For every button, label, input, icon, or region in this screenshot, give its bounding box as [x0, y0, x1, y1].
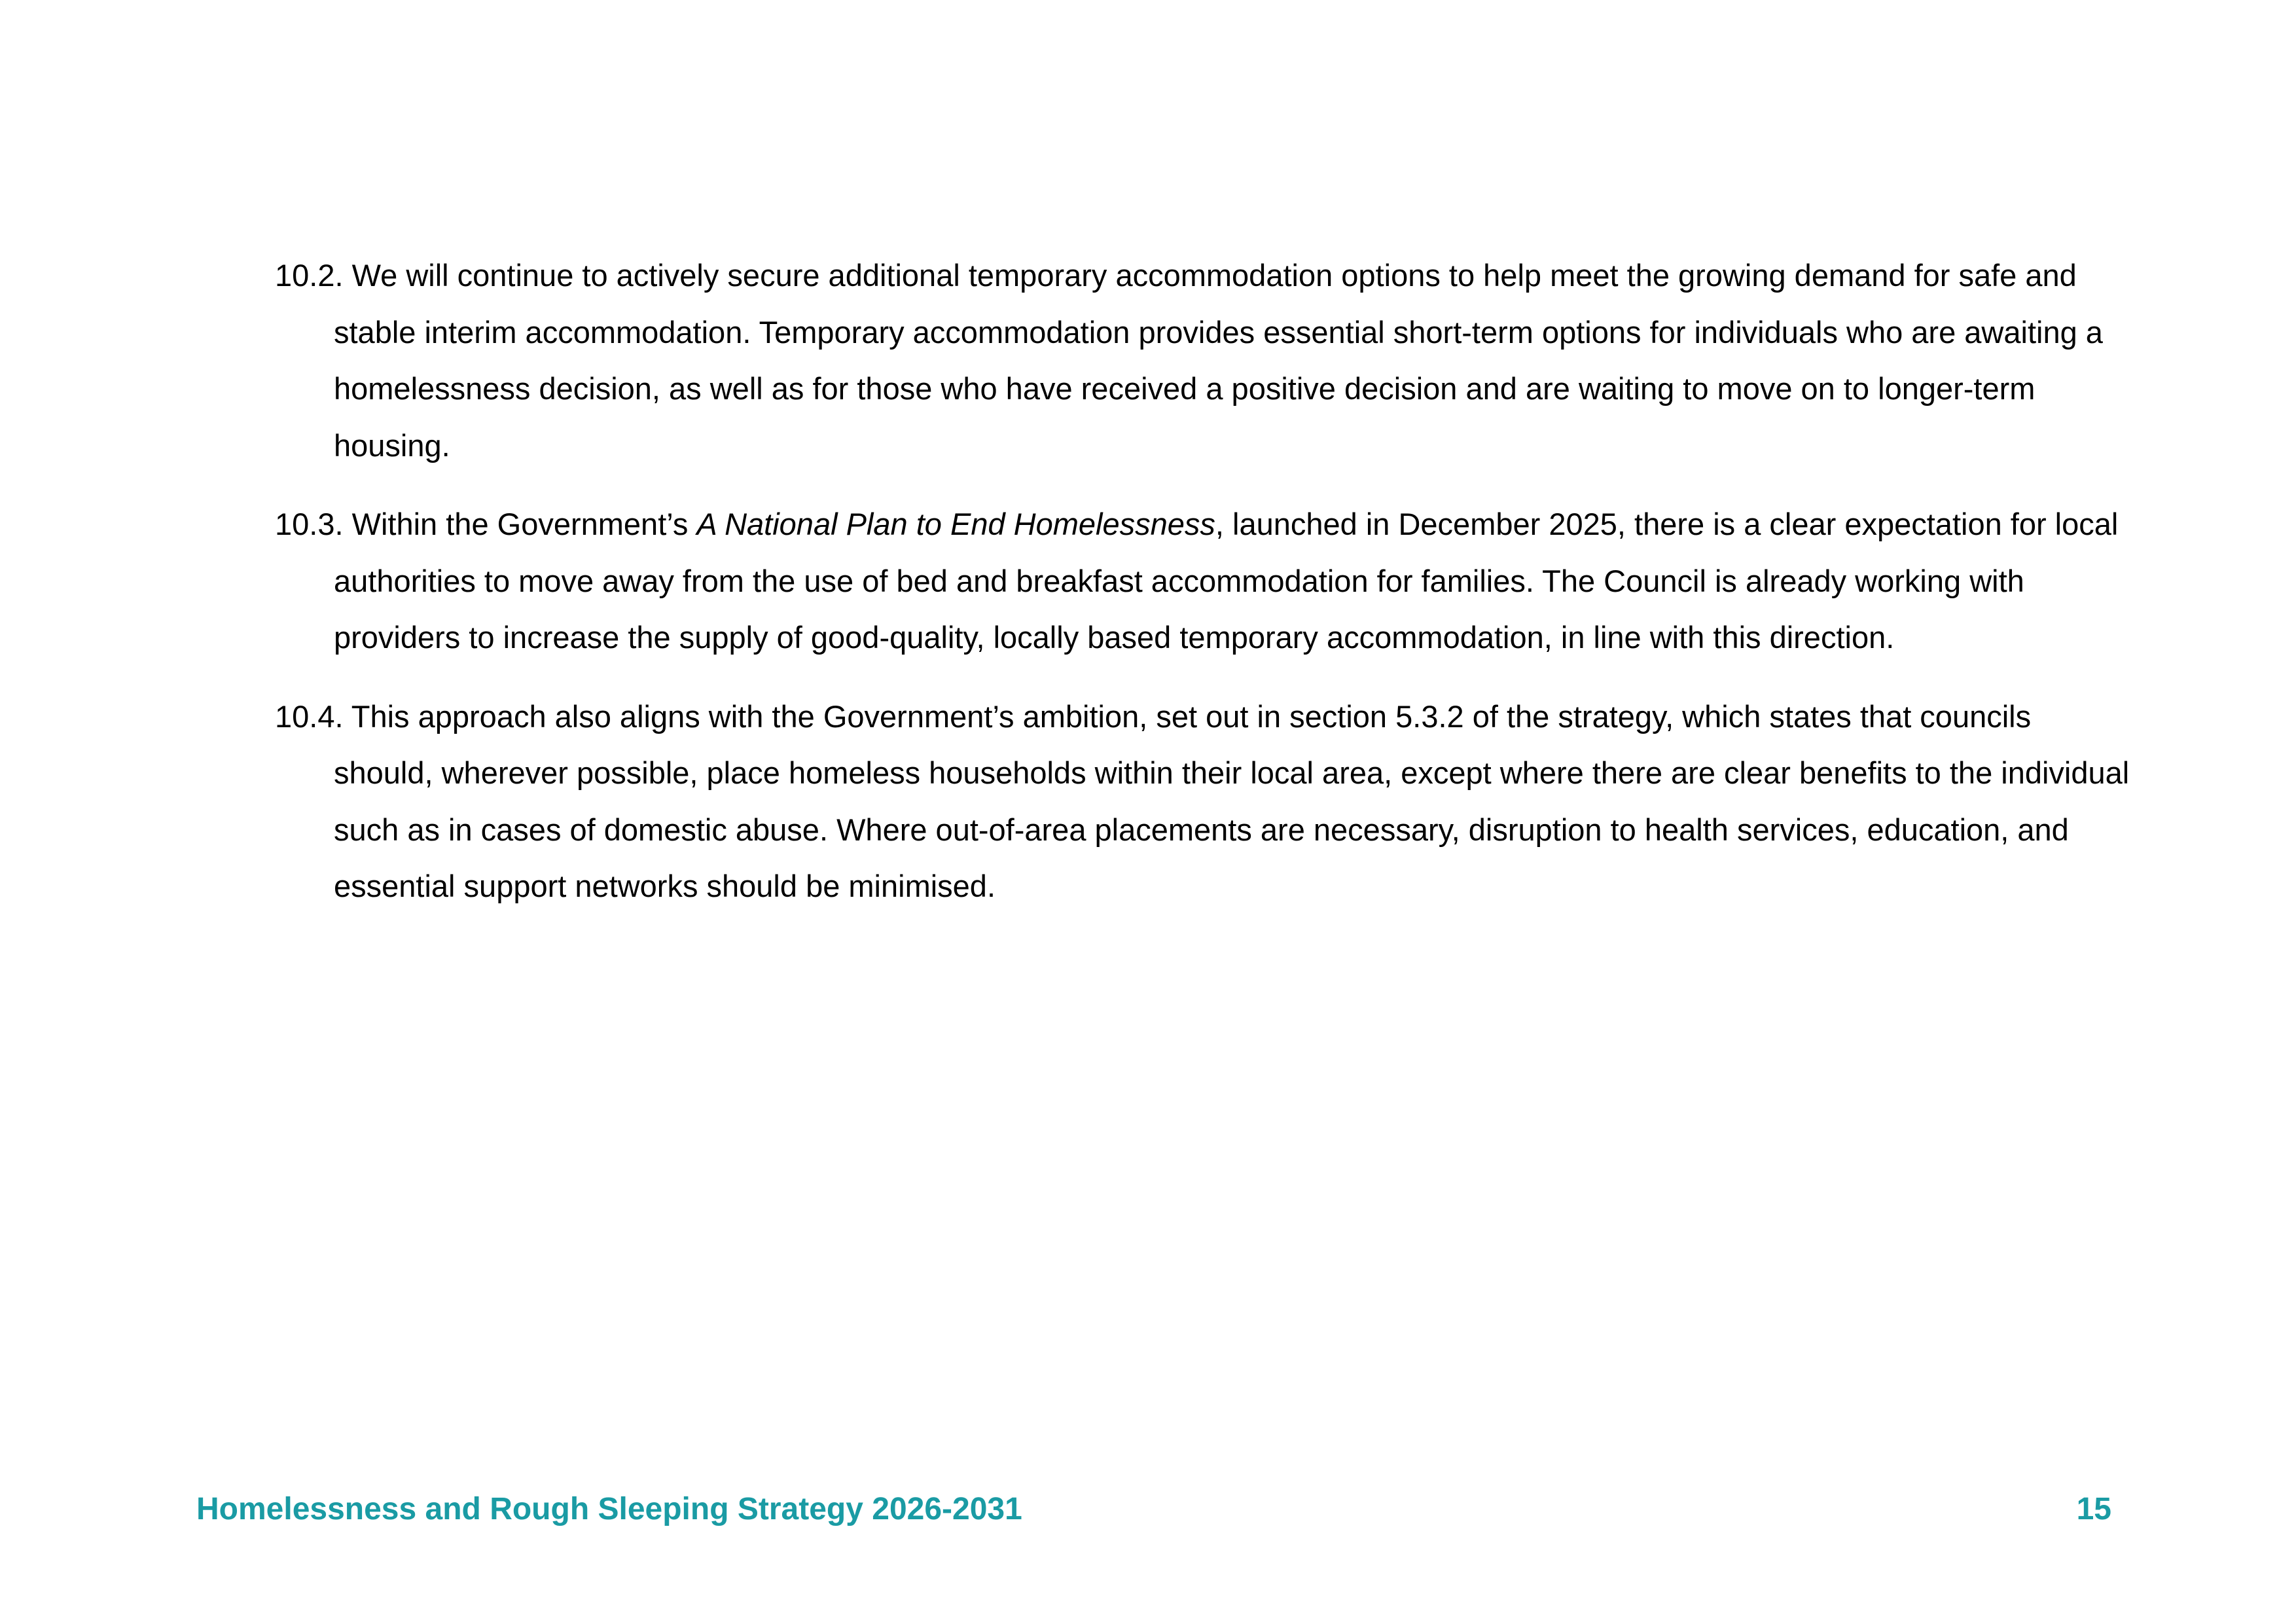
footer-page-number: 15	[2076, 1492, 2111, 1526]
paragraph-number: 10.4.	[275, 698, 344, 734]
document-body	[275, 247, 2134, 937]
publication-title: A National Plan to End Homelessness	[696, 507, 1215, 541]
paragraph-text: This approach also aligns with the Government’s ambition, set out in section 5.3.2 of the strategy, which states that councils should, wherever possible, place homeless households within their local area, except where there are clear benefits to the individual such as in cases of domestic abuse. Where out-of-area placements are necessary, disruption to health services, education, and essential support networks should be minimised.	[334, 698, 2130, 903]
footer-document-title: Homelessness and Rough Sleeping Strategy 2026-2031	[196, 1492, 1022, 1526]
paragraph-number: 10.3.	[275, 507, 344, 541]
paragraph-text-after: , launched in December 2025, there is a clear expectation for local authorities to move away from the use of bed and breakfast accommodation for families. The Council is already working with providers to increase the supply of good-quality, locally based temporary accommodation, in line with this direction.	[334, 507, 2119, 655]
paragraph-text: We will continue to actively secure additional temporary accommodation options to help meet the growing demand for safe and stable interim accommodation. Temporary accommodation provides essential short-term options for individuals who are awaiting a homelessness decision, as well as for those who have received a positive decision and are waiting to move on to longer-term housing.	[334, 258, 2103, 463]
paragraph-10-4	[275, 689, 2134, 915]
paragraph-number: 10.2.	[275, 258, 344, 293]
paragraph-text-before: Within the Government’s	[351, 507, 689, 541]
paragraph-10-2	[275, 247, 2134, 474]
paragraph-10-3	[275, 496, 2134, 666]
